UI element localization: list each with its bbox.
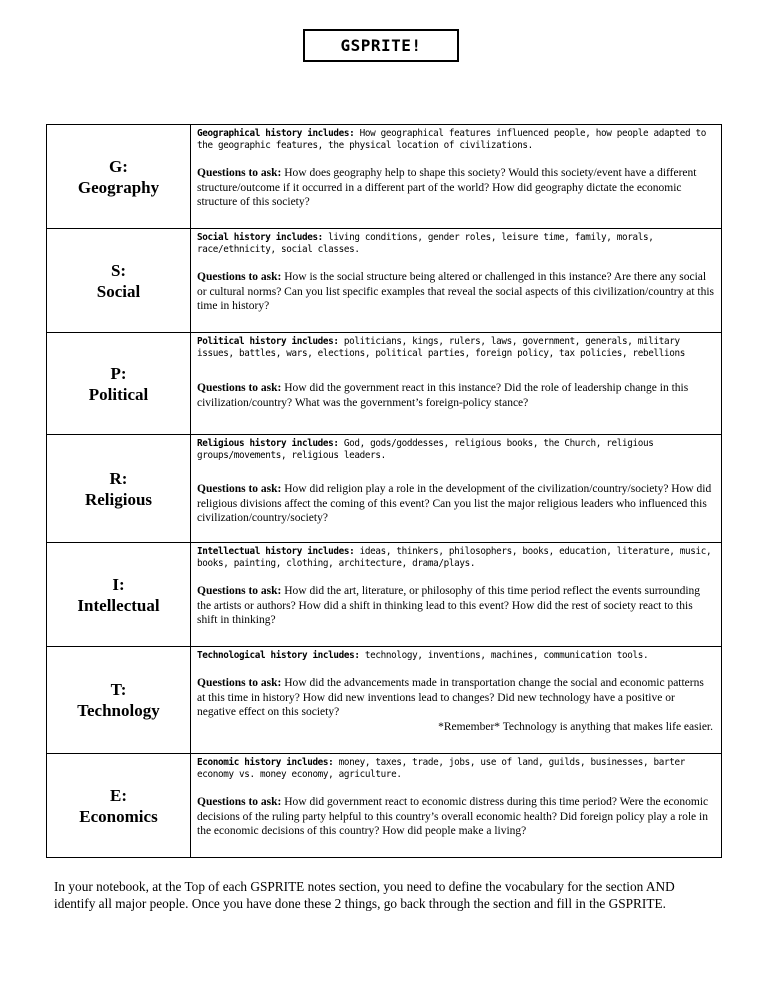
includes-label: Intellectual history includes:	[197, 546, 355, 557]
page-title: GSPRITE!	[303, 29, 459, 62]
includes-text	[197, 650, 715, 662]
questions-value: How did the art, literature, or philosophy of this time period reflect the events surrounding the artists or authors? How did a shift in thinking lead to this event? How did the rest of society react to this shift in thinking?	[197, 585, 701, 626]
includes-text	[197, 128, 715, 152]
questions-label: Questions to ask:	[197, 271, 282, 283]
category-letter: T:	[110, 680, 127, 699]
includes-text	[197, 336, 715, 360]
questions-label: Questions to ask:	[197, 382, 282, 394]
category-name: Political	[88, 384, 149, 404]
questions-value: How is the social structure being altered or challenged in this instance? Are there any social or cultural norms? Can you list specific examples that reveal the social aspects of this civilization/country at this time in history?	[197, 271, 715, 312]
category-name: Technology	[77, 701, 160, 720]
category-cell	[47, 754, 191, 858]
questions-text	[197, 270, 715, 314]
includes-value: politicians, kings, rulers, laws, government, generals, military issues, battles, wars, elections, political parties, foreign policy, tax policies, rebellions	[197, 336, 685, 359]
description-cell	[191, 229, 722, 333]
includes-value: ideas, thinkers, philosophers, books, education, literature, music, books, painting, clothing, architecture, drama/plays.	[197, 546, 712, 569]
includes-label: Political history includes:	[197, 336, 339, 347]
includes-value: God, gods/goddesses, religious books, the Church, religious groups/movements, religious leaders.	[197, 438, 654, 461]
category-cell	[47, 229, 191, 333]
table-row-political	[47, 333, 722, 435]
category-cell	[47, 333, 191, 435]
category-letter: E:	[110, 785, 127, 805]
category-cell	[47, 543, 191, 647]
category-name: Social	[96, 281, 141, 301]
table-row-economics	[47, 754, 722, 858]
table-row-social	[47, 229, 722, 333]
questions-value: How did government react to economic distress during this time period? Were the economic decisions of the ruling party helpful to this country’s overall economic health? Did foreign policy play a role in the economic decisions of this country? How did people make a living?	[197, 796, 709, 837]
category-letter: G:	[109, 156, 128, 176]
questions-value: How did the advancements made in transportation change the social and economic patterns at this time in history? How did new inventions lead to changes? Did new technology have a positive or negative effect on this society?	[197, 677, 704, 718]
description-cell	[191, 647, 722, 754]
questions-text	[197, 676, 715, 734]
category-name: Economics	[79, 806, 158, 826]
category-cell	[47, 647, 191, 754]
includes-label: Geographical history includes:	[197, 128, 355, 139]
questions-text	[197, 381, 715, 410]
includes-label: Technological history includes:	[197, 650, 360, 661]
category-cell	[47, 435, 191, 543]
questions-value: How does geography help to shape this society? Would this society/event have a different structure/outcome if it occurred in a different part of the world? How did geography dictate the economic structure of this society?	[197, 167, 697, 208]
questions-label: Questions to ask:	[197, 796, 282, 808]
table-row-technology	[47, 647, 722, 754]
category-letter: P:	[110, 363, 127, 383]
gsprite-table	[46, 124, 722, 858]
questions-text	[197, 166, 715, 210]
includes-label: Economic history includes:	[197, 757, 334, 768]
questions-value: How did the government react in this instance? Did the role of leadership change in this civilization/country? What was the government’s foreign-policy stance?	[197, 382, 689, 409]
includes-text	[197, 232, 715, 256]
questions-label: Questions to ask:	[197, 167, 282, 179]
description-cell	[191, 125, 722, 229]
category-letter: I:	[112, 574, 125, 594]
description-cell	[191, 333, 722, 435]
category-cell	[47, 125, 191, 229]
description-cell	[191, 435, 722, 543]
category-letter: R:	[109, 468, 128, 488]
description-cell	[191, 543, 722, 647]
includes-text	[197, 546, 715, 570]
table-row-religious	[47, 435, 722, 543]
category-name: Religious	[84, 489, 153, 509]
questions-text	[197, 584, 715, 628]
questions-label: Questions to ask:	[197, 677, 282, 689]
includes-value: living conditions, gender roles, leisure time, family, morals, race/ethnicity, social classes.	[197, 232, 654, 255]
questions-label: Questions to ask:	[197, 585, 282, 597]
includes-label: Social history includes:	[197, 232, 323, 243]
table-row-intellectual	[47, 543, 722, 647]
includes-text	[197, 438, 715, 462]
questions-text	[197, 482, 715, 526]
category-name: Intellectual	[77, 595, 160, 615]
questions-value: How did religion play a role in the development of the civilization/country/society? How did religious divisions affect the coming of this event? Can you list the major religious leaders who influenced this civilization/country/society?	[197, 483, 712, 524]
questions-label: Questions to ask:	[197, 483, 282, 495]
category-name: Geography	[77, 177, 160, 197]
includes-value: money, taxes, trade, jobs, use of land, guilds, businesses, barter economy vs. money economy, agriculture.	[197, 757, 686, 780]
questions-text	[197, 795, 715, 839]
includes-text	[197, 757, 715, 781]
category-letter: S:	[110, 260, 127, 280]
remember-note: *Remember* Technology is anything that makes life easier.	[438, 720, 713, 733]
includes-value: How geographical features influenced people, how people adapted to the geographic features, the physical location of civilizations.	[197, 128, 706, 151]
instructions-paragraph: In your notebook, at the Top of each GSPRITE notes section, you need to define the vocabulary for the section AND identify all major people. Once you have done these 2 things, go back through the section and fill in the GSPRITE.	[54, 879, 675, 911]
table-row-geography	[47, 125, 722, 229]
includes-label: Religious history includes:	[197, 438, 339, 449]
includes-value: technology, inventions, machines, communication tools.	[359, 650, 649, 661]
description-cell	[191, 754, 722, 858]
